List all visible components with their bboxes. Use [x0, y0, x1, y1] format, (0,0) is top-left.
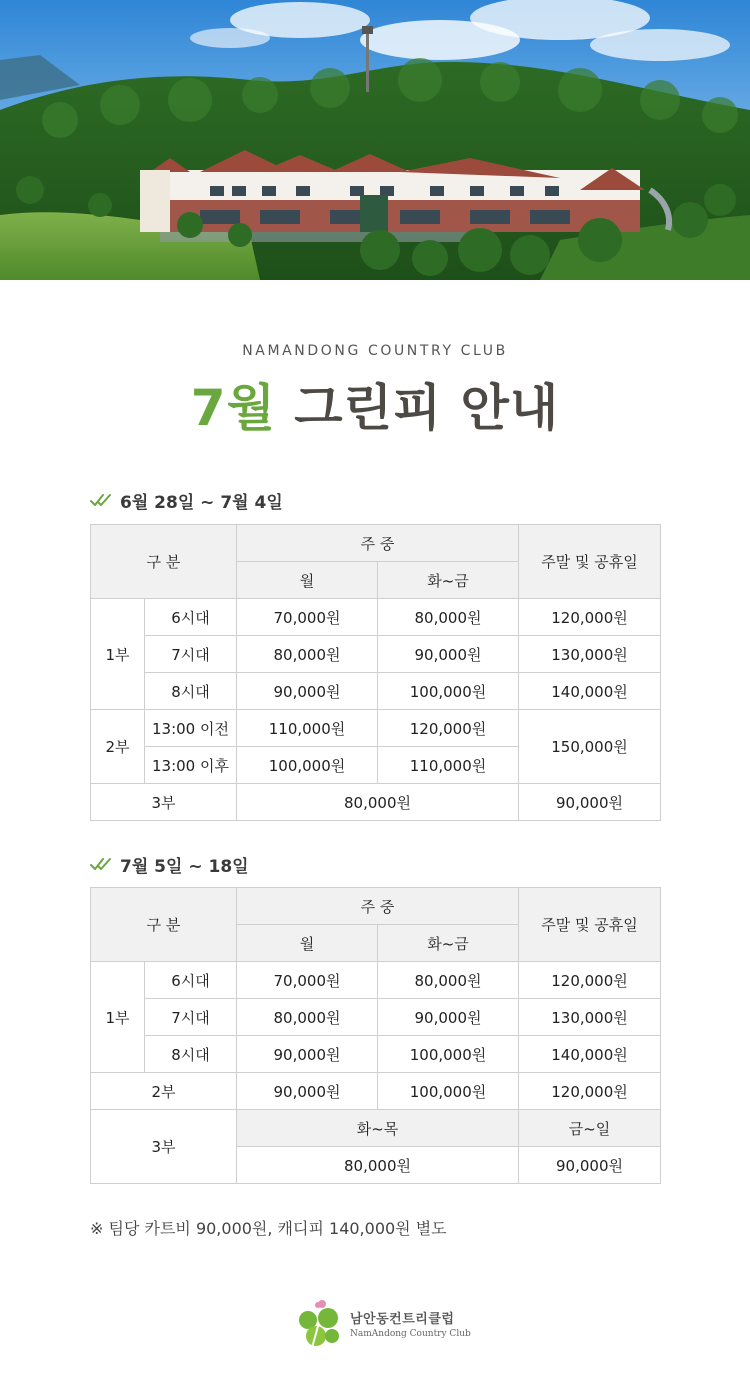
fee-cell: 100,000원 [378, 673, 519, 710]
fee-cell: 120,000원 [378, 710, 519, 747]
time-cell: 13:00 이전 [145, 710, 237, 747]
title-text: 그린피 안내 [294, 379, 560, 437]
hero-image [0, 0, 750, 280]
header-weekday: 주 중 [237, 525, 519, 562]
fee-cell: 140,000원 [519, 1036, 661, 1073]
fee-cell: 80,000원 [237, 999, 378, 1036]
fee-cell: 90,000원 [519, 1147, 661, 1184]
part2-label: 2부 [91, 710, 145, 784]
fee-cell: 100,000원 [378, 1073, 519, 1110]
double-check-icon [90, 857, 112, 871]
table-row [91, 673, 661, 710]
section1-label-text: 6월 28일 ~ 7월 4일 [120, 492, 283, 513]
fee-cell: 100,000원 [378, 1036, 519, 1073]
fee-table-1 [90, 524, 661, 821]
fee-cell: 120,000원 [519, 599, 661, 636]
part3-label: 3부 [91, 1110, 237, 1184]
club-name-en: NamAndong Country Club [350, 1328, 471, 1339]
table-row [91, 962, 661, 999]
table-row [91, 999, 661, 1036]
fee-cell: 100,000원 [237, 747, 378, 784]
eyebrow-text: NAMANDONG COUNTRY CLUB [242, 343, 508, 359]
fee-cell: 90,000원 [237, 673, 378, 710]
table-row [91, 599, 661, 636]
fee-cell: 90,000원 [237, 1073, 378, 1110]
section2-label-text: 7월 5일 ~ 18일 [120, 856, 249, 877]
header-category: 구 분 [91, 525, 237, 599]
header-category: 구 분 [91, 888, 237, 962]
time-cell: 8시대 [145, 673, 237, 710]
fee-cell: 150,000원 [519, 710, 661, 784]
time-cell: 13:00 이후 [145, 747, 237, 784]
fee-cell: 140,000원 [519, 673, 661, 710]
table-row [91, 710, 661, 747]
double-check-icon [90, 493, 112, 507]
header-weekend: 주말 및 공휴일 [519, 888, 661, 962]
table-row [91, 1073, 661, 1110]
fee-cell: 90,000원 [237, 1036, 378, 1073]
fee-cell: 110,000원 [378, 747, 519, 784]
page-title [0, 368, 750, 440]
table-row [91, 636, 661, 673]
fee-cell: 90,000원 [519, 784, 661, 821]
time-cell: 6시대 [145, 962, 237, 999]
header-tue-fri: 화~금 [378, 562, 519, 599]
fee-cell: 90,000원 [378, 999, 519, 1036]
fee-cell: 120,000원 [519, 962, 661, 999]
footnote: ※ 팀당 카트비 90,000원, 캐디피 140,000원 별도 [90, 1219, 447, 1238]
header-weekday: 주 중 [237, 888, 519, 925]
clover-logo-icon [294, 1296, 344, 1350]
fee-table-2 [90, 887, 661, 1184]
part3-label: 3부 [91, 784, 237, 821]
club-logo [294, 1293, 474, 1353]
part1-label: 1부 [91, 599, 145, 710]
fee-cell: 110,000원 [237, 710, 378, 747]
part1-label: 1부 [91, 962, 145, 1073]
table-row [91, 784, 661, 821]
table-row [91, 1110, 661, 1147]
section2-label [90, 851, 249, 877]
fee-cell: 80,000원 [378, 599, 519, 636]
time-cell: 8시대 [145, 1036, 237, 1073]
fee-cell: 80,000원 [237, 636, 378, 673]
part2-label: 2부 [91, 1073, 237, 1110]
header-mon: 월 [237, 925, 378, 962]
fee-cell: 90,000원 [378, 636, 519, 673]
fee-cell: 130,000원 [519, 636, 661, 673]
header-fri-sun: 금~일 [519, 1110, 661, 1147]
fee-cell: 80,000원 [237, 784, 519, 821]
fee-cell: 80,000원 [237, 1147, 519, 1184]
time-cell: 7시대 [145, 999, 237, 1036]
fee-cell: 70,000원 [237, 962, 378, 999]
title-month: 7월 [190, 379, 276, 437]
header-mon: 월 [237, 562, 378, 599]
table-row [91, 1036, 661, 1073]
time-cell: 7시대 [145, 636, 237, 673]
header-weekend: 주말 및 공휴일 [519, 525, 661, 599]
fee-cell: 80,000원 [378, 962, 519, 999]
header-tue-fri: 화~금 [378, 925, 519, 962]
header-tue-thu: 화~목 [237, 1110, 519, 1147]
time-cell: 6시대 [145, 599, 237, 636]
fee-cell: 130,000원 [519, 999, 661, 1036]
fee-cell: 120,000원 [519, 1073, 661, 1110]
section1-label [90, 487, 283, 513]
club-name-kr: 남안동컨트리클럽 [350, 1311, 455, 1327]
fee-cell: 70,000원 [237, 599, 378, 636]
